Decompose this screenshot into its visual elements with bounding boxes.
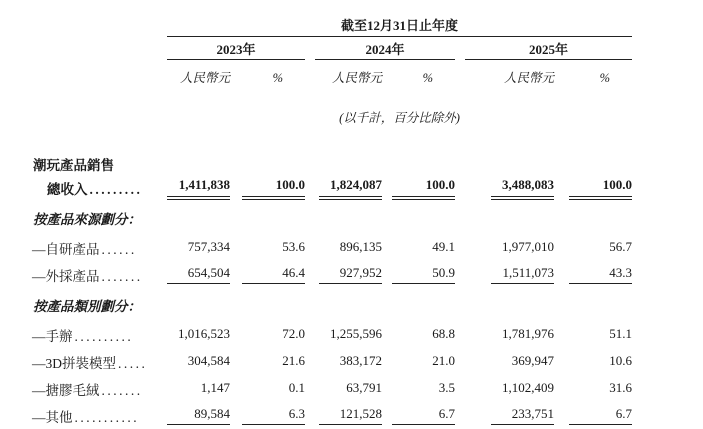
cell-value: 100.0 <box>230 175 305 201</box>
cell-value: 89,584 <box>167 402 230 429</box>
column-gap <box>305 375 315 402</box>
cell-value: 3,488,083 <box>465 175 554 201</box>
row-label: —其他 ........... <box>32 409 140 425</box>
cell-value: 100.0 <box>382 175 455 201</box>
cell-value: 6.7 <box>382 402 455 429</box>
cell-value: 6.3 <box>230 402 305 429</box>
row-label: —3D拼裝模型 ..... <box>32 355 148 371</box>
empty-cells <box>167 288 632 321</box>
empty-cells <box>167 201 632 234</box>
dot-leader: ....... <box>101 382 143 398</box>
table-row <box>0 402 632 429</box>
table-row <box>0 375 632 402</box>
cell-value: 1,781,976 <box>502 325 554 341</box>
column-gap <box>305 321 315 348</box>
period-header-row <box>0 0 632 37</box>
table-row <box>0 175 632 201</box>
percent-header-2024: % <box>422 71 433 85</box>
row-label: —搪膠毛絨 ....... <box>32 382 143 398</box>
cell-value: 51.1 <box>609 325 633 341</box>
cell-value: 1,824,087 <box>315 175 382 201</box>
cell-value: 72.0 <box>282 325 305 341</box>
dot-leader: ...... <box>101 241 137 257</box>
cell-value: 304,584 <box>187 352 230 368</box>
currency-header-2024: 人民幣元 <box>331 71 382 85</box>
cell-value: 0.1 <box>288 379 305 395</box>
column-gap <box>455 261 465 288</box>
cell-value: 654,504 <box>167 261 230 288</box>
year-header-row <box>0 37 632 60</box>
column-gap <box>305 261 315 288</box>
row-label: —外採產品 ....... <box>32 268 143 284</box>
row-label: 總收入 ......... <box>47 182 143 197</box>
dot-leader: ..... <box>118 355 148 371</box>
column-gap <box>455 375 465 402</box>
column-gap <box>305 402 315 429</box>
table-row <box>0 261 632 288</box>
percent-header-2023: % <box>272 71 283 85</box>
label-column-stub <box>0 37 167 60</box>
cell-value: 21.0 <box>432 352 455 368</box>
cell-value: 383,172 <box>339 352 382 368</box>
row-label: 按產品來源劃分： <box>33 211 141 227</box>
cell-value: 100.0 <box>554 175 632 201</box>
year-2023-header: 2023年 <box>167 37 305 60</box>
table-row <box>0 288 632 321</box>
table-body <box>0 152 632 429</box>
label-column-stub <box>0 89 167 130</box>
cell-value: 63,791 <box>346 379 382 395</box>
column-gap <box>455 175 465 201</box>
cell-value: 1,511,073 <box>465 261 554 288</box>
year-2024-header: 2024年 <box>315 37 455 60</box>
column-gap <box>455 234 465 261</box>
column-gap <box>455 348 465 375</box>
unit-note: (以千計，百分比除外) <box>339 111 460 125</box>
cell-value: 927,952 <box>315 261 382 288</box>
cell-value: 1,411,838 <box>167 175 230 201</box>
cell-value: 49.1 <box>432 238 455 254</box>
cell-value: 121,528 <box>315 402 382 429</box>
table-row <box>0 234 632 261</box>
cell-value: 3.5 <box>438 379 455 395</box>
empty-cells <box>167 152 632 175</box>
column-gap <box>305 175 315 201</box>
currency-header-2023: 人民幣元 <box>179 71 230 85</box>
cell-value: 1,016,523 <box>178 325 230 341</box>
cell-value: 1,977,010 <box>502 238 554 254</box>
cell-value: 6.7 <box>554 402 632 429</box>
percent-header-2025: % <box>599 71 611 85</box>
table-row <box>0 152 632 175</box>
label-column-stub <box>0 60 167 90</box>
column-gap <box>455 402 465 429</box>
row-label: 按產品類別劃分： <box>33 298 141 314</box>
cell-value: 757,334 <box>187 238 230 254</box>
row-label: —手辦 .......... <box>32 328 134 344</box>
unit-note-row <box>0 89 632 130</box>
column-gap <box>455 60 465 90</box>
column-gap <box>305 348 315 375</box>
row-label: 潮玩產品銷售 <box>33 157 114 173</box>
cell-value: 369,947 <box>511 352 554 368</box>
column-gap <box>455 321 465 348</box>
column-header-row <box>0 60 632 90</box>
cell-value: 233,751 <box>465 402 554 429</box>
cell-value: 68.8 <box>432 325 455 341</box>
year-2025-header: 2025年 <box>465 37 632 60</box>
cell-value: 21.6 <box>282 352 305 368</box>
cell-value: 53.6 <box>282 238 305 254</box>
cell-value: 46.4 <box>230 261 305 288</box>
period-header: 截至12月31日止年度 <box>167 0 632 37</box>
dot-leader: ......... <box>89 182 143 197</box>
currency-header-2025: 人民幣元 <box>503 71 554 85</box>
cell-value: 10.6 <box>609 352 633 368</box>
row-label: —自研產品 ...... <box>32 241 137 257</box>
cell-value: 43.3 <box>554 261 632 288</box>
table-row <box>0 321 632 348</box>
cell-value: 1,147 <box>200 379 230 395</box>
cell-value: 896,135 <box>339 238 382 254</box>
column-gap <box>305 234 315 261</box>
dot-leader: ........... <box>74 409 140 425</box>
cell-value: 50.9 <box>382 261 455 288</box>
cell-value: 1,255,596 <box>330 325 382 341</box>
dot-leader: .......... <box>74 328 134 344</box>
column-gap <box>455 37 465 60</box>
cell-value: 31.6 <box>609 379 633 395</box>
spacer-row <box>0 130 632 152</box>
column-gap <box>305 60 315 90</box>
dot-leader: ....... <box>101 268 143 284</box>
column-gap <box>305 37 315 60</box>
label-column-stub <box>0 0 167 37</box>
cell-value: 56.7 <box>609 238 633 254</box>
table-row <box>0 348 632 375</box>
cell-value: 1,102,409 <box>502 379 554 395</box>
table-row <box>0 201 632 234</box>
